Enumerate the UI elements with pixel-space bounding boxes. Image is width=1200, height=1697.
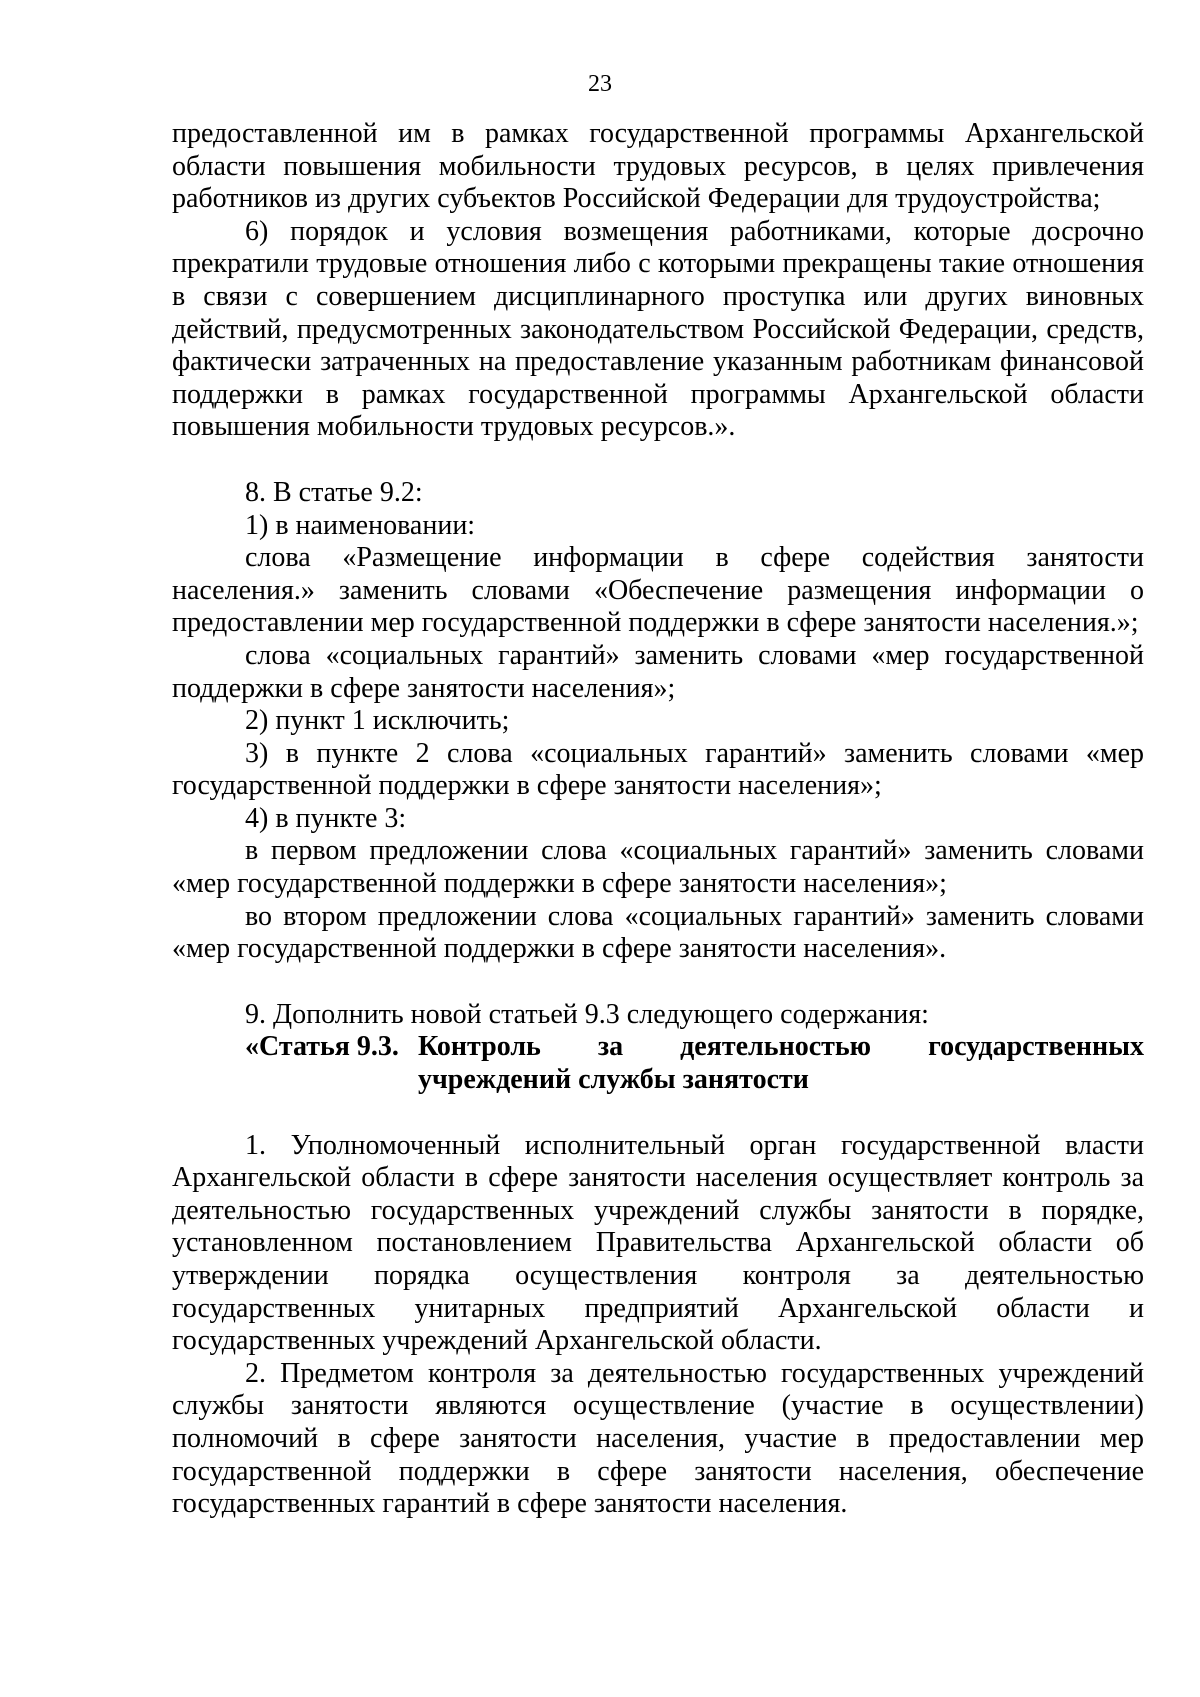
section-8-item-1: 1) в наименовании: [245, 509, 476, 541]
article-title-line-2: учреждений службы занятости [418, 1064, 809, 1096]
section-8-item-4: 4) в пункте 3: [245, 802, 407, 834]
article-label: «Статья 9.3. [245, 1031, 399, 1063]
spacer [172, 444, 1144, 477]
page-number: 23 [588, 71, 612, 97]
spacer [172, 1097, 1144, 1130]
article-item-2: 2. Предметом контроля за деятельностью государственных учреждений службы занятости являются осуществление (участие в осуществлении) полномочий в сфере занятости населения, участие в предоставлении мер государственной поддержки в сфере занятости населения, обеспечение государственных гарантий в сфере занятости населения. [172, 1357, 1144, 1520]
section-8-paragraph: слова «Размещение информации в сфере содействия занятости населения.» заменить словами «Обеспечение размещения информации о предоставлении мер государственной поддержки в сфере занятости населения.»; [172, 542, 1144, 639]
paragraph-continuation: предоставленной им в рамках государственной программы Архангельской области повышения мобильности трудовых ресурсов, в целях привлечения работников из других субъектов Российской Федерации для трудоустройства; [172, 118, 1144, 215]
article-title-line-1: Контроль за деятельностью государственных [418, 1031, 1144, 1063]
section-8-heading: 8. В статье 9.2: [245, 476, 423, 508]
article-item-1: 1. Уполномоченный исполнительный орган государственной власти Архангельской области в сфере занятости населения осуществляет контроль за деятельностью государственных учреждений службы занятости в порядке, установленном постановлением Правительства Архангельской области об утверждении порядка осуществления контроля за деятельностью государственных унитарных предприятий Архангельской области и государственных учреждений Архангельской области. [172, 1129, 1144, 1357]
section-8-paragraph: слова «социальных гарантий» заменить словами «мер государственной поддержки в сфере занятости населения»; [172, 639, 1144, 704]
article-title [418, 1031, 1144, 1096]
section-8-item-3: 3) в пункте 2 слова «социальных гарантий» заменить словами «мер государственной поддержки в сфере занятости населения»; [172, 737, 1144, 802]
section-8-paragraph: в первом предложении слова «социальных гарантий» заменить словами «мер государственной поддержки в сфере занятости населения»; [172, 835, 1144, 900]
document-body [172, 118, 1144, 1521]
section-8-paragraph: во втором предложении слова «социальных гарантий» заменить словами «мер государственной поддержки в сфере занятости населения». [172, 900, 1144, 965]
article-heading [172, 1031, 1144, 1096]
spacer [172, 966, 1144, 999]
section-8-item-2: 2) пункт 1 исключить; [245, 705, 510, 737]
section-9-intro: 9. Дополнить новой статьей 9.3 следующего содержания: [245, 998, 929, 1030]
paragraph-item-6: 6) порядок и условия возмещения работниками, которые досрочно прекратили трудовые отношения либо с которыми прекращены такие отношения в связи с совершением дисциплинарного проступка или других виновных действий, предусмотренных законодательством Российской Федерации, средств, фактически затраченных на предоставление указанным работникам финансовой поддержки в рамках государственной программы Архангельской области повышения мобильности трудовых ресурсов.». [172, 215, 1144, 443]
